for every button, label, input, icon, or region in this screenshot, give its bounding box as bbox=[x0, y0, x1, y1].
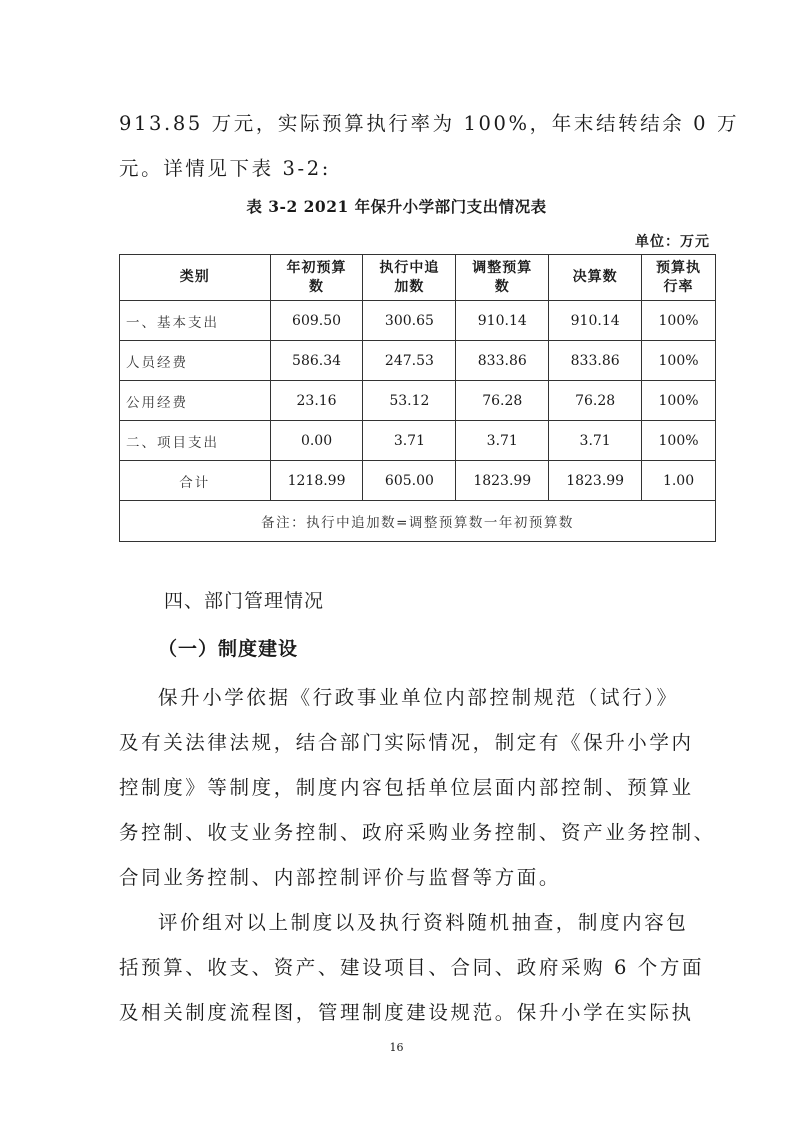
table-row bbox=[120, 421, 716, 461]
row-category: 一、基本支出 bbox=[120, 301, 271, 341]
header-execution-rate: 预算执 行率 bbox=[642, 255, 716, 301]
cell: 1823.99 bbox=[549, 461, 642, 501]
cell: 76.28 bbox=[549, 381, 642, 421]
cell: 100% bbox=[642, 341, 716, 381]
cell: 910.14 bbox=[456, 301, 549, 341]
cell: 23.16 bbox=[270, 381, 363, 421]
table-title: 表 3-2 2021 年保升小学部门支出情况表 bbox=[246, 197, 547, 216]
header-final-accounts: 决算数 bbox=[549, 255, 642, 301]
table-row bbox=[120, 301, 716, 341]
header-initial-budget: 年初预算 数 bbox=[270, 255, 363, 301]
cell: 100% bbox=[642, 301, 716, 341]
paragraph-line: 控制度》等制度，制度内容包括单位层面内部控制、预算业 bbox=[119, 776, 694, 799]
row-category: 人员经费 bbox=[120, 341, 271, 381]
section-subheading: （一）制度建设 bbox=[158, 638, 299, 660]
cell: 76.28 bbox=[456, 381, 549, 421]
page-number: 16 bbox=[389, 1041, 404, 1054]
table-note-row bbox=[120, 501, 716, 542]
row-category: 公用经费 bbox=[120, 381, 271, 421]
header-category: 类别 bbox=[120, 255, 271, 301]
section-heading: 四、部门管理情况 bbox=[164, 590, 325, 612]
paragraph-line: 务控制、收支业务控制、政府采购业务控制、资产业务控制、 bbox=[119, 821, 716, 844]
paragraph-line: 及有关法律法规，结合部门实际情况，制定有《保升小学内 bbox=[119, 731, 694, 754]
table-note: 备注：执行中追加数=调整预算数一年初预算数 bbox=[120, 501, 716, 542]
cell: 300.65 bbox=[363, 301, 456, 341]
cell: 833.86 bbox=[549, 341, 642, 381]
cell: 1823.99 bbox=[456, 461, 549, 501]
cell: 910.14 bbox=[549, 301, 642, 341]
intro-line-1: 913.85 万元，实际预算执行率为 100%，年末结转结余 0 万 bbox=[119, 112, 740, 135]
row-category: 合计 bbox=[120, 461, 271, 501]
header-additional: 执行中追 加数 bbox=[363, 255, 456, 301]
cell: 605.00 bbox=[363, 461, 456, 501]
cell: 586.34 bbox=[270, 341, 363, 381]
row-category: 二、项目支出 bbox=[120, 421, 271, 461]
paragraph-line: 保升小学依据《行政事业单位内部控制规范（试行）》 bbox=[158, 686, 679, 709]
cell: 100% bbox=[642, 381, 716, 421]
cell: 609.50 bbox=[270, 301, 363, 341]
paragraph-line: 合同业务控制、内部控制评价与监督等方面。 bbox=[119, 866, 562, 889]
table-header-row bbox=[120, 255, 716, 301]
table-unit: 单位：万元 bbox=[635, 234, 710, 250]
cell: 833.86 bbox=[456, 341, 549, 381]
paragraph-line: 括预算、收支、资产、建设项目、合同、政府采购 6 个方面 bbox=[119, 956, 705, 979]
paragraph-line: 及相关制度流程图，管理制度建设规范。保升小学在实际执 bbox=[119, 1001, 694, 1024]
cell: 0.00 bbox=[270, 421, 363, 461]
cell: 100% bbox=[642, 421, 716, 461]
table-row bbox=[120, 341, 716, 381]
header-adjusted-budget: 调整预算 数 bbox=[456, 255, 549, 301]
cell: 3.71 bbox=[549, 421, 642, 461]
cell: 53.12 bbox=[363, 381, 456, 421]
cell: 1.00 bbox=[642, 461, 716, 501]
cell: 3.71 bbox=[456, 421, 549, 461]
cell: 247.53 bbox=[363, 341, 456, 381]
table-row bbox=[120, 381, 716, 421]
cell: 1218.99 bbox=[270, 461, 363, 501]
table-total-row bbox=[120, 461, 716, 501]
expenditure-table bbox=[119, 254, 716, 542]
intro-line-2: 元。详情见下表 3-2: bbox=[119, 157, 331, 180]
cell: 3.71 bbox=[363, 421, 456, 461]
paragraph-line: 评价组对以上制度以及执行资料随机抽查，制度内容包 bbox=[158, 911, 689, 934]
